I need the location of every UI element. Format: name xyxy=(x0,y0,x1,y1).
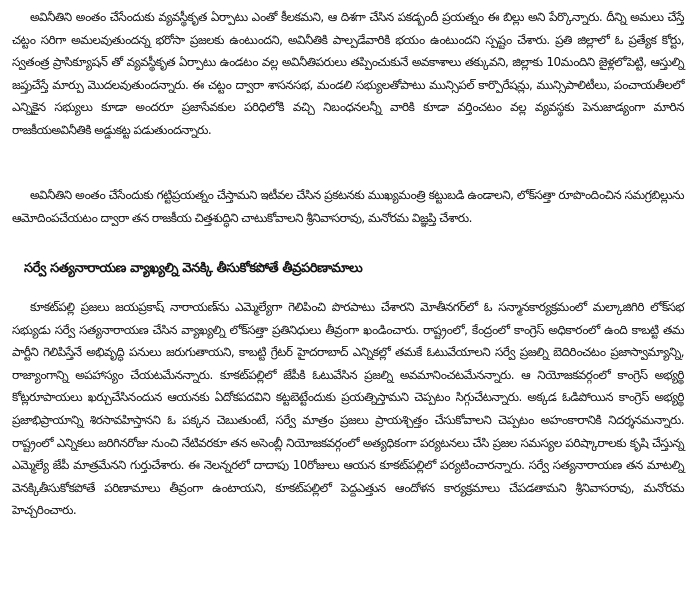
body-paragraph-2: అవినీతిని అంతం చేసేందుకు గట్టిప్రయత్నం చేస్తామని ఇటీవల చేసిన ప్రకటనకు ముఖ్యమంత్రి కట్టుబడి ఉండాలని, లోక్‌సత్తా రూపొందించిన సమగ్రబిల్లును ఆమోదింపచేయటం ద్వారా తన రాజకీయ చిత్తశుద్ధిని చాటుకోవాలని శ్రీనివాసరావు, మనోరమ విజ్ఞప్తి చేశారు. xyxy=(12,188,684,225)
section-heading: సర్వే సత్యనారాయణ వ్యాఖ్యల్ని వెనక్కి తీసుకోకపోతే తీవ్రపరిణామాలు xyxy=(24,261,363,276)
body-paragraph-3: కూకట్‌పల్లి ప్రజలు జయప్రకాష్ నారాయణ్‌ను ఎమ్మెల్యేగా గెలిపించి పొరపాటు చేశారని మోతీనగర్‌లో ఓ సన్మానకార్యక్రమంలో మల్కాజిగిరి లోక్‌సభ సభ్యుడు సర్వే సత్యనారాయణ చేసిన వ్యాఖ్యల్ని లోక్‌సత్తా ప్రతినిధులు తీవ్రంగా ఖండించారు. రాష్ట్రంలో, కేంద్రంలో కాంగ్రెస్ అధికారంలో ఉంది కాబట్టి తమ పార్టీని గెలిపిస్తేనే అభివృద్ధి పనులు జరుగుతాయని, కాబట్టి గ్రేటర్ హైదరాబాద్ ఎన్నికల్లో తమకే ఓటువేయాలని సర్వే ప్రజల్ని బెదిరించటం ప్రజాస్వామ్యాన్ని, రాజ్యాంగాన్ని అపహాస్యం చేయటమేనన్నారు. కూకట్‌పల్లిలో జేపీకి ఓటువేసిన ప్రజల్ని అవమానించటమేనన్నారు. ఆ నియోజకవర్గంలో కాంగ్రెస్ అభ్యర్థి కోట్లరూపాయలు ఖర్చుచేసినందున ఆయనకు ఏదోకపదవిని కట్టబెట్టేందుకు ప్రయత్నిస్తామని చెప్పటం సిగ్గుచేటన్నారు. అక్కడ ఓడిపోయిన కాంగ్రెస్ అభ్యర్థి ప్రజాభిప్రాయాన్ని శిరసావహిస్తానని ఓ పక్కన చెబుతుంటే, సర్వే మాత్రం ప్రజలు ప్రాయశ్చిత్తం చేసుకోవాలని చెప్పటం అహంకారానికి నిదర్శనమన్నారు. రాష్ట్రంలో ఎన్నికలు జరిగినరోజు నుంచి నేటివరకూ తన అసెంబ్లీ నియోజకవర్గంలో అత్యధికంగా పర్యటనలు చేసి ప్రజల సమస్యల పరిష్కారాలకు కృషి చేస్తున్న ఎమ్మెల్యే జేపీ మాత్రమేనని గుర్తుచేశారు. ఈ నెలన్నరలో దాదాపు 10రోజులు ఆయన కూకట్‌పల్లిలో పర్యటించారన్నారు. సర్వే సత్యనారాయణ తన మాటల్ని వెనక్కితీసుకోకపోతే పరిణామాలు తీవ్రంగా ఉంటాయని, కూకట్‌పల్లిలో పెద్దఎత్తున ఆందోళన కార్యక్రమాలు చేపడతామని శ్రీనివాసరావు, మనోరమ హెచ్చరించారు. xyxy=(12,300,684,518)
body-paragraph-1: అవినీతిని అంతం చేసేందుకు వ్యవస్థీకృత ఏర్పాటు ఎంతో కీలకమని, ఆ దిశగా చేసిన పకడ్బందీ ప్రయత్నం ఈ బిల్లు అని పేర్కొన్నారు. దీన్ని అమలు చేస్తే చట్టం సరిగా అమలవుతుందన్న భరోసా ప్రజలకు ఉంటుందని, అవినీతికి పాల్పడేవారికి భయం ఉంటుందని స్పష్టం చేశారు. ప్రతి జిల్లాలో ఓ ప్రత్యేక కోర్టు, స్వతంత్ర ప్రాసిక్యూషన్ తో వ్యవస్థీకృత ఏర్పాటు ఉండటం వల్ల అవినీతిపరులు తప్పించుకునే అవకాశాలు తక్కువని, జిల్లాకు 10మందిని జైళ్లలోపెట్టి, ఆస్తుల్ని జప్తుచేస్తే మార్పు మొదలవుతుందన్నారు. ఈ చట్టం ద్వారా శాసనసభ, మండలి సభ్యులతోపాటు మున్సిపల్ కార్పొరేషన్లు, మున్సిపాలిటీలు, పంచాయతీలలో ఎన్నికైన సభ్యులు కూడా అందరూ ప్రజాసేవకుల పరిధిలోకి వచ్చి నిబంధనలన్నీ వారికి కూడా వర్తించటం వల్ల వ్యవస్థకు పెనుజాడ్యంగా మారిన రాజకీయఅవినీతికి అడ్డుకట్ట పడుతుందన్నారు. xyxy=(12,10,684,137)
